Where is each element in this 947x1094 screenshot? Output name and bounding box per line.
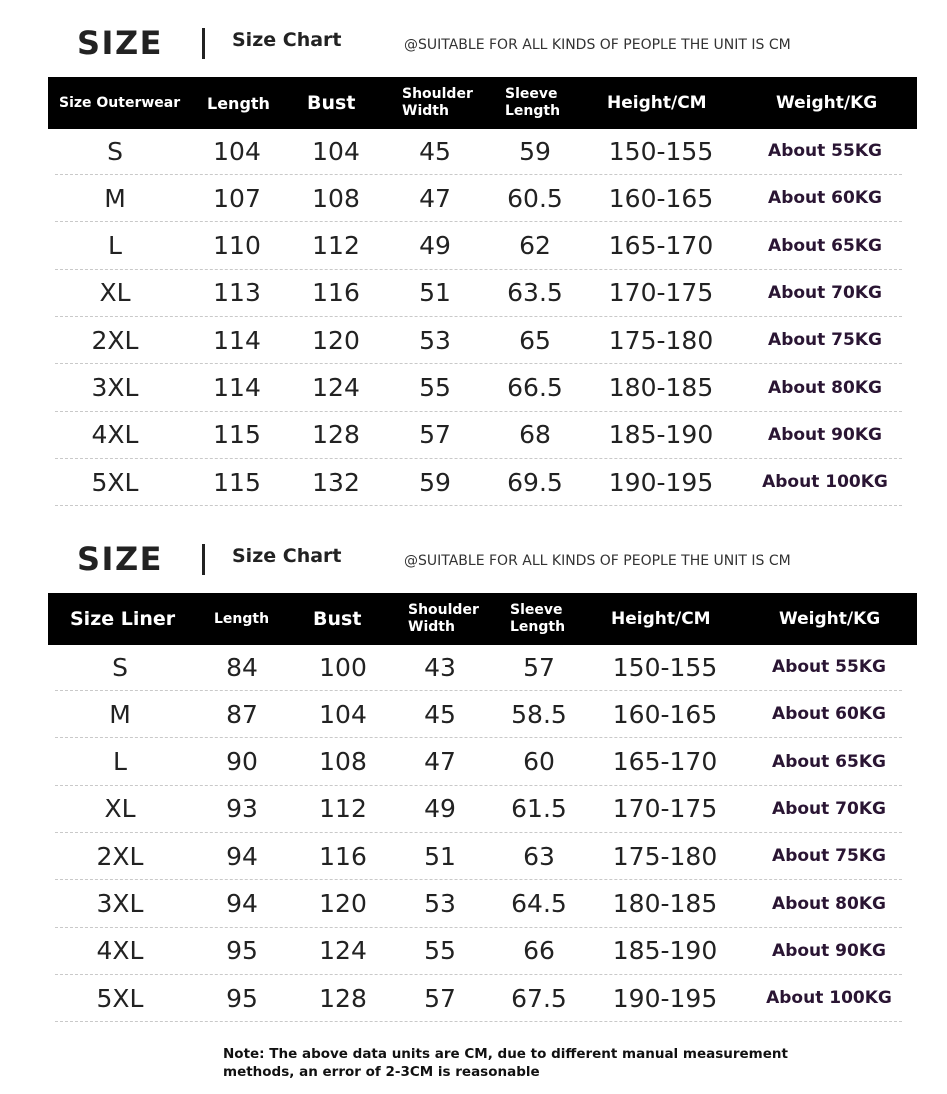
header-weight: Weight/KG: [776, 92, 878, 113]
cell-bust: 128: [312, 420, 360, 450]
cell-length: 87: [226, 699, 258, 729]
cell-sleeve-length: 67.5: [511, 983, 567, 1013]
cell-height: 170-175: [612, 794, 718, 824]
cell-height: 180-185: [612, 889, 718, 918]
cell-sleeve-length: 63.5: [507, 278, 563, 308]
table-row: [55, 691, 902, 738]
cell-size: 4XL: [96, 936, 144, 966]
table-header: [48, 593, 917, 645]
header-shoulder-line1: Shoulder: [408, 602, 479, 618]
cell-sleeve-length: 60.5: [507, 183, 563, 213]
cell-bust: 124: [319, 936, 367, 966]
cell-length: 90: [226, 747, 258, 777]
cell-size: S: [107, 136, 123, 166]
cell-weight: About 60KG: [772, 704, 886, 725]
header-sleeve-length: [510, 593, 565, 645]
cell-weight: About 80KG: [772, 893, 886, 914]
cell-sleeve-length: 63: [523, 841, 555, 871]
cell-size: 2XL: [96, 841, 144, 871]
cell-size: 5XL: [96, 983, 144, 1013]
cell-height: 150-155: [612, 652, 718, 682]
table-row: [55, 739, 902, 786]
header-bust: Bust: [313, 607, 362, 630]
cell-length: 114: [213, 373, 261, 402]
cell-height: 165-170: [612, 747, 718, 777]
cell-sleeve-length: 65: [519, 325, 551, 355]
cell-size: 5XL: [91, 467, 139, 497]
cell-weight: About 55KG: [772, 657, 886, 677]
cell-weight: About 65KG: [768, 235, 882, 256]
cell-shoulder-width: 45: [419, 136, 451, 166]
cell-weight: About 75KG: [772, 846, 886, 867]
header-sleeve-line2: Length: [505, 103, 561, 119]
cell-size: XL: [99, 278, 131, 308]
header-sleeve-line2: Length: [510, 619, 566, 635]
cell-bust: 108: [312, 183, 360, 213]
cell-height: 175-180: [612, 841, 718, 871]
cell-shoulder-width: 57: [424, 983, 456, 1013]
cell-height: 180-185: [608, 373, 714, 402]
cell-bust: 120: [319, 889, 367, 918]
cell-weight: About 90KG: [772, 940, 886, 961]
cell-shoulder-width: 57: [419, 420, 451, 450]
cell-height: 175-180: [608, 325, 714, 355]
header-shoulder-width: [408, 593, 479, 645]
cell-bust: 128: [319, 983, 367, 1013]
cell-shoulder-width: 43: [424, 652, 456, 682]
cell-sleeve-length: 61.5: [511, 794, 567, 824]
header-shoulder-line2: Width: [408, 619, 455, 635]
cell-sleeve-length: 66: [523, 936, 555, 966]
cell-height: 150-155: [608, 136, 714, 166]
cell-height: 190-195: [612, 983, 718, 1013]
header-bust: Bust: [307, 91, 356, 114]
cell-shoulder-width: 49: [419, 231, 451, 261]
measurement-note: Note: The above data units are CM, due to different manual measurement methods, an error of 2-3CM is reasonable: [223, 1046, 788, 1080]
divider-bar: [202, 544, 205, 575]
cell-shoulder-width: 51: [424, 841, 456, 871]
cell-shoulder-width: 45: [424, 699, 456, 729]
cell-length: 94: [226, 889, 258, 918]
cell-length: 115: [213, 467, 261, 497]
table-row: [55, 270, 902, 317]
cell-size: 3XL: [91, 373, 139, 402]
table-row: [55, 223, 902, 270]
cell-length: 104: [213, 136, 261, 166]
table-row: [55, 365, 902, 412]
cell-weight: About 60KG: [768, 188, 882, 209]
header-height: Height/CM: [607, 92, 707, 113]
table-row: [55, 317, 902, 364]
cell-bust: 104: [319, 699, 367, 729]
header-sleeve-length: [505, 77, 560, 129]
cell-size: 3XL: [96, 889, 144, 918]
header-shoulder-width: [402, 77, 473, 129]
size-chart-label: Size Chart: [232, 29, 342, 51]
header-sleeve-line1: Sleeve: [505, 86, 558, 102]
cell-size: 2XL: [91, 325, 139, 355]
cell-size: L: [108, 231, 122, 261]
cell-sleeve-length: 60: [523, 747, 555, 777]
unit-note: @SUITABLE FOR ALL KINDS OF PEOPLE THE UNIT IS CM: [404, 553, 791, 569]
cell-length: 93: [226, 794, 258, 824]
cell-weight: About 70KG: [768, 282, 882, 303]
title-row: [0, 540, 947, 600]
cell-length: 114: [213, 325, 261, 355]
cell-shoulder-width: 49: [424, 794, 456, 824]
cell-length: 107: [213, 183, 261, 213]
cell-height: 160-165: [612, 699, 718, 729]
cell-length: 115: [213, 420, 261, 450]
cell-size: L: [113, 747, 127, 777]
cell-weight: About 80KG: [768, 377, 882, 398]
cell-shoulder-width: 51: [419, 278, 451, 308]
cell-bust: 112: [319, 794, 367, 824]
cell-weight: About 100KG: [766, 988, 892, 1009]
table-row: [55, 928, 902, 975]
cell-shoulder-width: 55: [419, 373, 451, 402]
cell-weight: About 100KG: [762, 472, 888, 493]
divider-bar: [202, 28, 205, 59]
cell-height: 170-175: [608, 278, 714, 308]
cell-size: XL: [104, 794, 136, 824]
cell-weight: About 75KG: [768, 330, 882, 351]
cell-height: 190-195: [608, 467, 714, 497]
cell-sleeve-length: 58.5: [511, 699, 567, 729]
cell-sleeve-length: 59: [519, 136, 551, 166]
cell-size: M: [104, 183, 126, 213]
table-row: [55, 833, 902, 880]
cell-bust: 112: [312, 231, 360, 261]
table-row: [55, 412, 902, 459]
row-divider: [55, 505, 902, 506]
cell-size: 4XL: [91, 420, 139, 450]
header-length: Length: [214, 610, 270, 627]
table-row: [55, 975, 902, 1022]
cell-bust: 116: [319, 841, 367, 871]
cell-length: 113: [213, 278, 261, 308]
cell-sleeve-length: 62: [519, 231, 551, 261]
header-size: Size Liner: [70, 607, 176, 630]
cell-weight: About 70KG: [772, 798, 886, 819]
header-sleeve-line1: Sleeve: [510, 602, 563, 618]
cell-size: M: [109, 699, 131, 729]
cell-shoulder-width: 55: [424, 936, 456, 966]
table-row: [55, 175, 902, 222]
header-weight: Weight/KG: [779, 608, 881, 629]
cell-sleeve-length: 66.5: [507, 373, 563, 402]
cell-length: 84: [226, 652, 258, 682]
unit-note: @SUITABLE FOR ALL KINDS OF PEOPLE THE UNIT IS CM: [404, 37, 791, 53]
cell-sleeve-length: 57: [523, 652, 555, 682]
size-heading: SIZE: [77, 540, 164, 578]
cell-sleeve-length: 68: [519, 420, 551, 450]
cell-bust: 120: [312, 325, 360, 355]
cell-shoulder-width: 47: [419, 183, 451, 213]
cell-length: 94: [226, 841, 258, 871]
cell-height: 185-190: [608, 420, 714, 450]
cell-length: 95: [226, 936, 258, 966]
cell-bust: 104: [312, 136, 360, 166]
cell-weight: About 55KG: [768, 141, 882, 161]
cell-bust: 132: [312, 467, 360, 497]
cell-size: S: [112, 652, 128, 682]
cell-shoulder-width: 47: [424, 747, 456, 777]
cell-sleeve-length: 69.5: [507, 467, 563, 497]
cell-height: 185-190: [612, 936, 718, 966]
cell-shoulder-width: 59: [419, 467, 451, 497]
table-row: [55, 881, 902, 928]
cell-bust: 100: [319, 652, 367, 682]
header-length: Length: [207, 93, 270, 113]
cell-weight: About 90KG: [768, 424, 882, 445]
cell-height: 160-165: [608, 183, 714, 213]
header-size: Size Outerwear: [59, 94, 181, 111]
cell-shoulder-width: 53: [424, 889, 456, 918]
header-shoulder-line2: Width: [402, 103, 449, 119]
table-row: [55, 128, 902, 175]
table-header: [48, 77, 917, 129]
cell-length: 95: [226, 983, 258, 1013]
header-shoulder-line1: Shoulder: [402, 86, 473, 102]
table-row: [55, 786, 902, 833]
title-row: [0, 24, 947, 84]
cell-shoulder-width: 53: [419, 325, 451, 355]
cell-length: 110: [213, 231, 261, 261]
cell-height: 165-170: [608, 231, 714, 261]
cell-weight: About 65KG: [772, 751, 886, 772]
row-divider: [55, 1021, 902, 1022]
size-chart-label: Size Chart: [232, 545, 342, 567]
cell-bust: 116: [312, 278, 360, 308]
table-row: [55, 459, 902, 506]
cell-sleeve-length: 64.5: [511, 889, 567, 918]
cell-bust: 108: [319, 747, 367, 777]
cell-bust: 124: [312, 373, 360, 402]
size-heading: SIZE: [77, 24, 164, 62]
header-height: Height/CM: [611, 608, 711, 629]
table-row: [55, 644, 902, 691]
